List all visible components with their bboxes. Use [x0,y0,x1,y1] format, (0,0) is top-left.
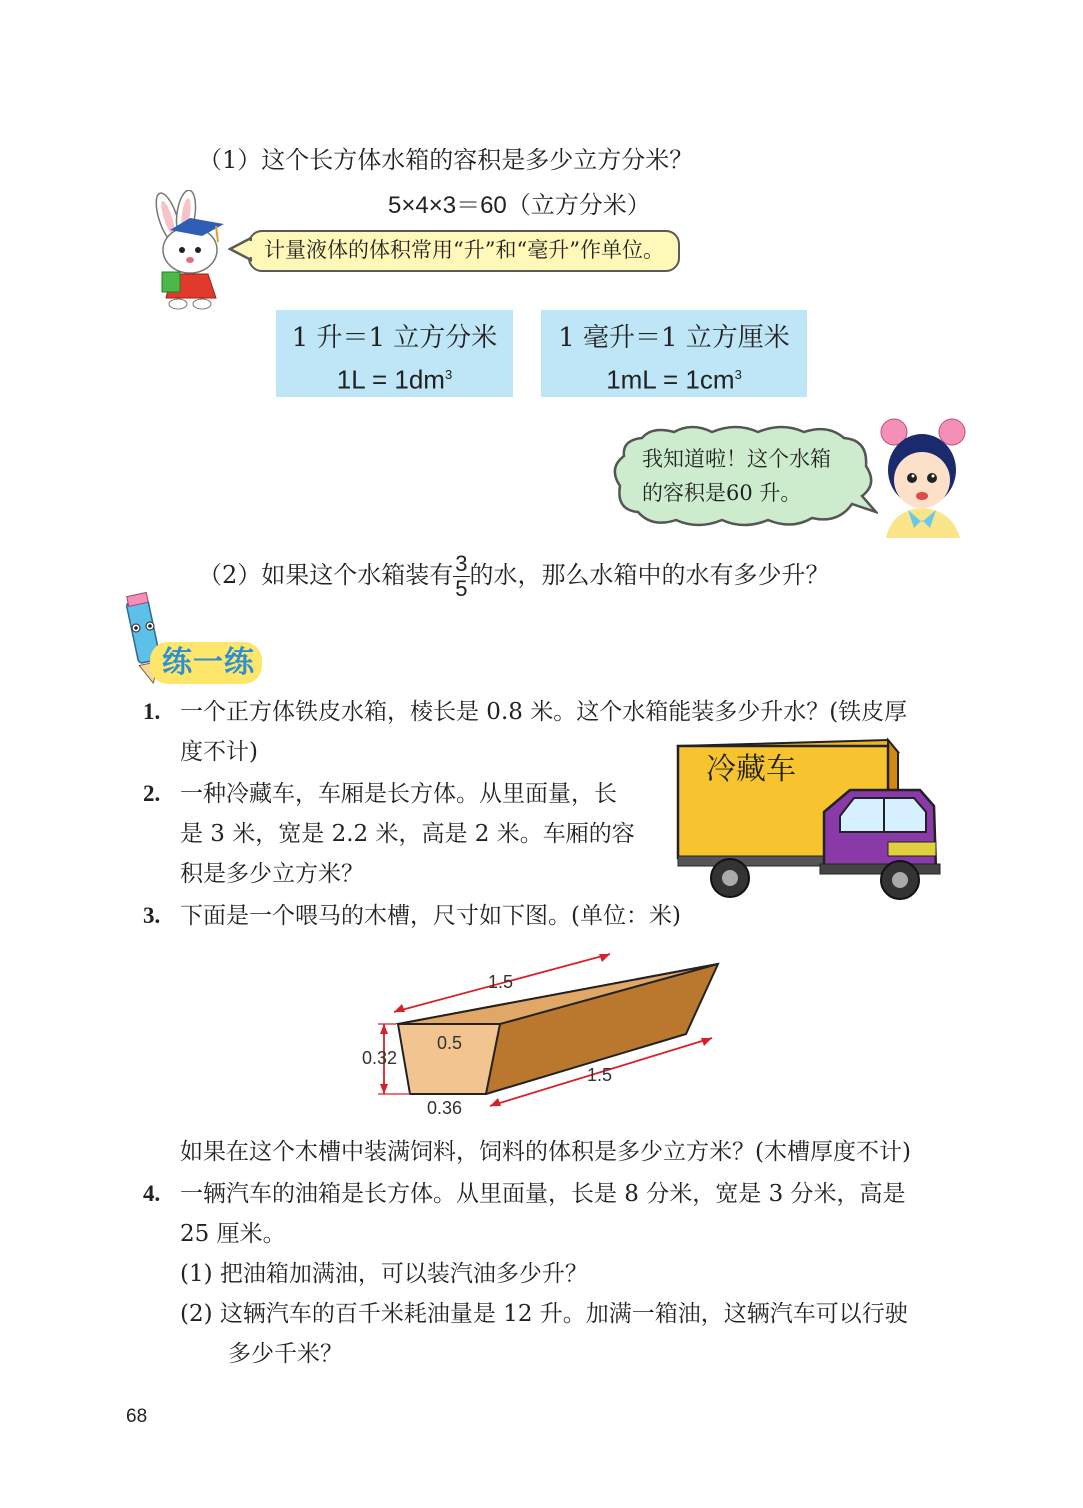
exercise-4-sub1: (1) 把油箱加满油，可以装汽油多少升？ [180,1261,588,1287]
question-1: （1）这个长方体水箱的容积是多少立方分米？ [198,146,694,174]
truck-label: 冷藏车 [706,752,796,787]
girl-speech-text [642,442,831,510]
exercise-4-line1: 一辆汽车的油箱是长方体。从里面量，长是 8 分米，宽是 3 分米，高是 [180,1181,906,1207]
girl-illustration [872,408,972,538]
exercise-2-line2: 是 3 米，宽是 2.2 米，高是 2 米。车厢的容 [180,821,635,847]
liter-sup: 3 [444,367,453,382]
trough-top-length-label: 1.5 [488,972,514,992]
exercise-3-number: 3. [143,903,161,928]
trough-top-width-label: 0.5 [437,1033,463,1053]
ml-sup: 3 [734,367,742,382]
unit-box-liter-line1: 1 升＝1 立方分米 [291,323,498,353]
bubble-pointer-icon [228,236,252,262]
liter-eq: 1L = 1dm [336,364,445,395]
unit-box-ml-line2 [541,358,807,397]
q2-suffix: 的水，那么水箱中的水有多少升？ [469,561,830,589]
exercise-4-number: 4. [143,1181,161,1206]
exercise-3-line1: 下面是一个喂马的木槽，尺寸如下图。(单位：米) [180,903,681,929]
exercise-4-line2: 25 厘米。 [180,1221,286,1247]
unit-box-milliliter [541,310,807,397]
exercise-2-line1: 一种冷藏车，车厢是长方体。从里面量，长 [180,781,617,807]
fraction-three-fifths [453,552,469,601]
exercise-4-sub2-cont: 多少千米？ [228,1341,343,1367]
fraction-numerator: 3 [455,551,468,576]
girl-speech-line1: 我知道啦！这个水箱 [642,447,831,471]
exercise-3-question: 如果在这个木槽中装满饲料，饲料的体积是多少立方米？(木槽厚度不计) [180,1139,911,1165]
section-title: 练一练 [162,645,255,680]
exercise-1-number: 1. [143,699,161,724]
fraction-denominator: 5 [455,576,468,601]
q2-prefix: （2）如果这个水箱装有 [198,561,454,589]
rabbit-speech-bubble: 计量液体的体积常用“升”和“毫升”作单位。 [248,230,680,272]
question-2 [198,550,830,601]
unit-box-liter [276,310,513,397]
page-number: 68 [126,1406,148,1427]
exercise-4-sub2: (2) 这辆汽车的百千米耗油量是 12 升。加满一箱油，这辆汽车可以行驶 [180,1301,908,1327]
exercise-1-line2: 度不计) [180,739,258,765]
trough-height-label: 0.32 [362,1048,398,1068]
exercise-1-line1: 一个正方体铁皮水箱，棱长是 0.8 米。这个水箱能装多少升水？(铁皮厚 [180,699,908,725]
unit-box-liter-line2 [276,358,513,397]
exercise-2-number: 2. [143,781,161,806]
ml-eq: 1mL = 1cm [606,364,735,395]
wooden-trough-diagram [340,946,760,1126]
girl-speech-line2: 的容积是60 升。 [642,481,802,505]
exercise-2-line3: 积是多少立方米？ [180,861,364,887]
trough-bottom-width-label: 0.36 [427,1098,463,1118]
trough-side-length-label: 1.5 [587,1065,613,1085]
formula-volume: 5×4×3＝60（立方分米） [388,192,651,219]
unit-box-ml-line1: 1 毫升＝1 立方厘米 [558,323,790,353]
